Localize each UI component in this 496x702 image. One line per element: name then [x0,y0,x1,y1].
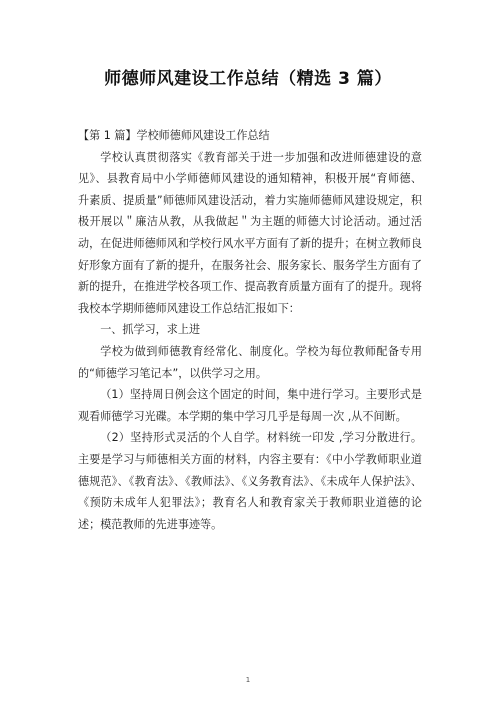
page-number: 1 [245,676,251,684]
document-title: 师德师风建设工作总结（精选 3 篇） [104,69,392,89]
section-heading: 【第 1 篇】学校师德师风建设工作总结 [78,129,270,142]
paragraph-item-2: （2）坚持形式灵活的个人自学。材料统一印发 ,学习分散进行。主要是学习与师德相关方面的材料，内容主要有：《中小学教师职业道德规范》、《教育法》、《教师法》、《义务教育法》、《未成年人保护法》、《预防未成年人犯罪法》；教育名人和教育家关于教师职业道德的论述；模范教师的先进事迹等。 [78,431,422,531]
paragraph-intro: 学校认真贯彻落实《教育部关于进一步加强和改进师德建设的意见》、县教育局中小学师德师风建设的通知精神，积极开展“育师德、升素质、提质量”师德师风建设活动，着力实施师德师风建设规定，积极开展以＂廉洁从教，从我做起＂为主题的师德大讨论活动。通过活动，在促进师德师风和学校行风水平方面有了新的提升；在树立教师良好形象方面有了新的提升，在服务社会、服务家长、服务学生方面有了新的提升，在推进学校各项工作、提高教育质量方面有了的提升。现将我校本学期师德师风建设工作总结汇报如下： [78,150,422,315]
paragraph-item-1: （1）坚持周日例会这个固定的时间，集中进行学习。主要形式是观看师德学习光碟。本学期的集中学习几乎是每周一次 ,从不间断。 [78,388,422,423]
document-body [78,125,422,535]
paragraph-study: 学校为做到师德教育经常化、制度化。学校为每位教师配备专用的“师德学习笔记本”，以供学习之用。 [78,344,422,380]
subheading-study: 一、抓学习，求上进 [100,323,201,337]
